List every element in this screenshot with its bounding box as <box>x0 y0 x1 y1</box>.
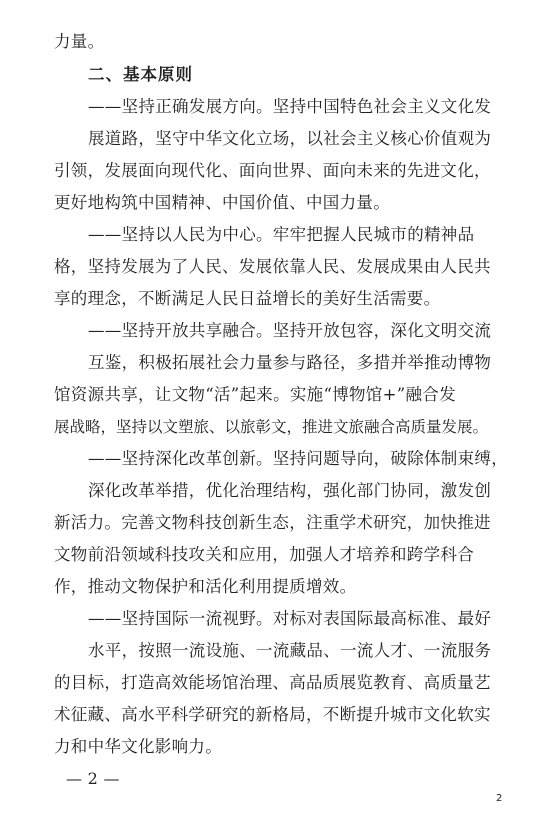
text-line: 引领，发展面向现代化、面向世界、面向未来的先进文化， <box>54 161 491 180</box>
page-number: — 2 — <box>66 769 120 788</box>
text-line: 享的理念，不断满足人民日益增长的美好生活需要。 <box>54 289 441 308</box>
text-line: ——坚持深化改革创新。坚持问题导向，破除体制束缚， <box>88 449 508 468</box>
text-line: ——坚持正确发展方向。坚持中国特色社会主义文化发 <box>88 97 492 116</box>
text-line: 力和中华文化影响力。 <box>54 737 222 756</box>
text-line: 更好地构筑中国精神、中国价值、中国力量。 <box>54 193 390 212</box>
text-line: 馆资源共享，让文物“活”起来。实施“博物馆+”融合发 <box>54 385 456 404</box>
text-line: 互鉴，积极拓展社会力量参与路径，多措并举推动博物 <box>88 353 492 372</box>
page-number-corner: 2 <box>496 793 503 804</box>
text-line: ——坚持国际一流视野。对标对表国际最高标准、最好 <box>88 609 492 628</box>
text-line: ——坚持以人民为中心。牢牢把握人民城市的精神品 <box>88 225 475 244</box>
text-line: 作，推动文物保护和活化利用提质增效。 <box>54 577 357 596</box>
text-line: 新活力。完善文物科技创新生态，注重学术研究，加快推进 <box>54 513 491 532</box>
text-line: 深化改革举措，优化治理结构，强化部门协同，激发创 <box>88 481 492 500</box>
text-line: 水平，按照一流设施、一流藏品、一流人才、一流服务 <box>88 641 492 660</box>
text-line: 展道路，坚守中华文化立场，以社会主义核心价值观为 <box>88 129 492 148</box>
text-line: 展战略，坚持以文塑旅、以旅彰文，推进文旅融合高质量发展。 <box>54 418 489 436</box>
text-line: 格，坚持发展为了人民、发展依靠人民、发展成果由人民共 <box>54 257 491 276</box>
section-heading: 二、基本原则 <box>88 65 193 84</box>
text-line: ——坚持开放共享融合。坚持开放包容，深化文明交流 <box>88 321 492 340</box>
text-line: 的目标，打造高效能场馆治理、高品质展览教育、高质量艺 <box>54 673 491 692</box>
text-line: 文物前沿领域科技攻关和应用，加强人才培养和跨学科合 <box>54 545 474 564</box>
text-line: 力量。 <box>54 32 105 51</box>
text-line: 术征藏、高水平科学研究的新格局，不断提升城市文化软实 <box>54 705 491 724</box>
